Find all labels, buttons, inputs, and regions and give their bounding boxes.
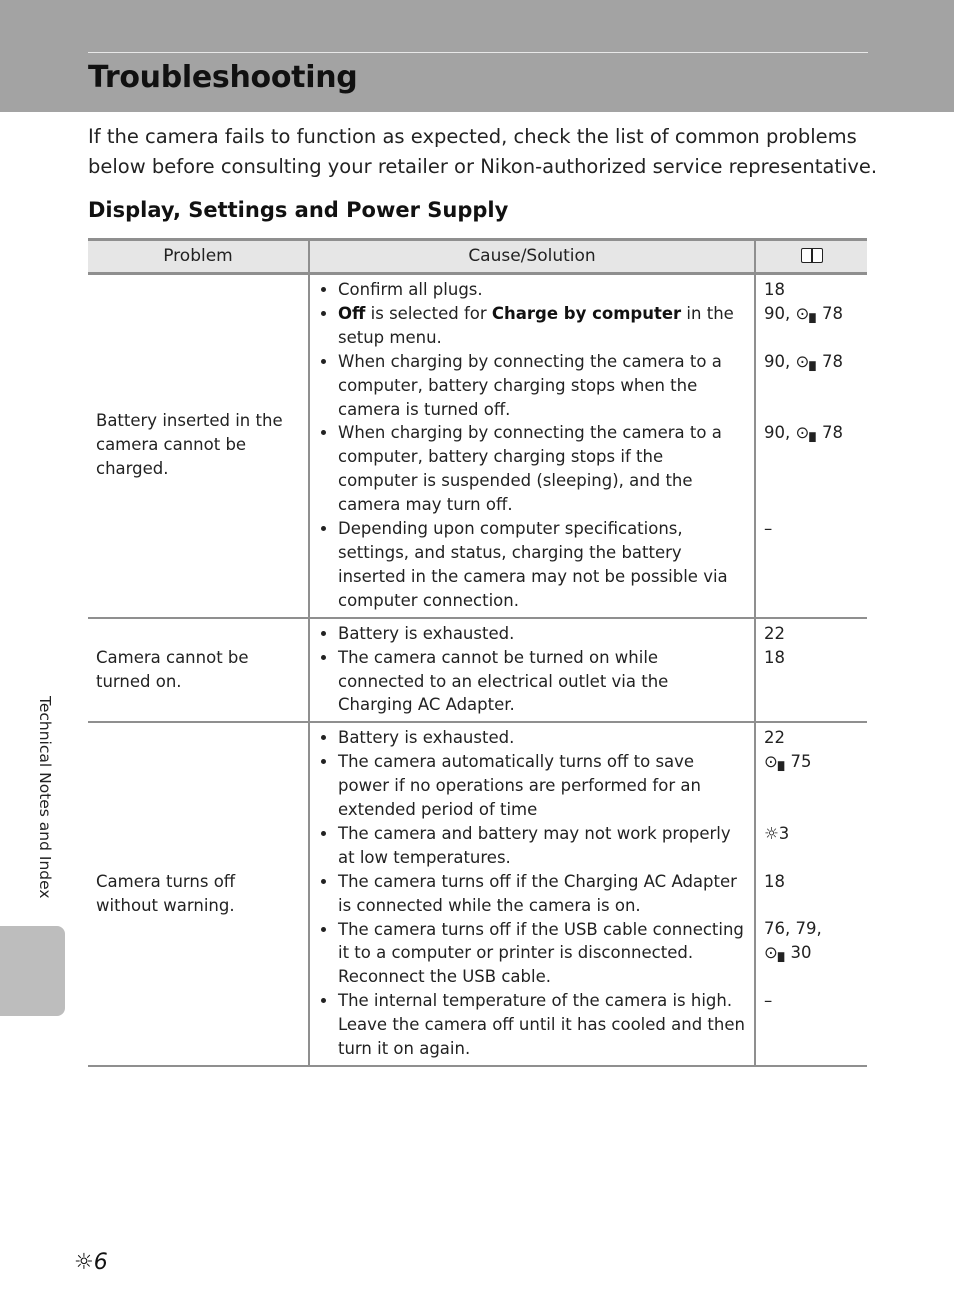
reference-cell	[755, 274, 867, 618]
page-reference: ☼3	[764, 823, 790, 843]
page-reference: 90, ⊙▖78	[764, 423, 843, 443]
section-side-tab	[0, 926, 65, 1016]
cause-item: • The camera automatically turns off to save power if no operations are performed for an extended period of time	[338, 750, 746, 822]
cause-cell	[309, 274, 755, 618]
cause-item: • The internal temperature of the camera is high. Leave the camera off until it has cooled and then turn it on again.	[338, 989, 746, 1061]
page-reference: 90, ⊙▖78	[764, 351, 843, 371]
page-number: ☼6	[74, 1250, 108, 1275]
cause-item: • The camera turns off if the USB cable connecting it to a computer or printer is disconnected. Reconnect the USB cable.	[338, 918, 746, 990]
intro-paragraph: If the camera fails to function as expected, check the list of common problems below before consulting your retailer or Nikon-authorized service representative.	[88, 125, 878, 178]
cause-cell	[309, 722, 755, 1066]
cause-item: • Depending upon computer specifications, settings, and status, charging the battery inserted in the camera may not be possible via computer connection.	[338, 517, 746, 613]
page-reference: ⊙▖75	[764, 752, 812, 772]
header-cause-solution: Cause/Solution	[309, 240, 755, 274]
problem-cell: Camera cannot be turned on.	[88, 618, 309, 723]
page-reference: 18	[764, 280, 785, 299]
cause-item: • Battery is exhausted.	[338, 726, 746, 750]
reference-cell	[755, 618, 867, 723]
page-reference: 18	[764, 871, 785, 891]
menu-value-off: Off	[338, 303, 366, 323]
page-title: Troubleshooting	[88, 60, 358, 95]
cause-cell	[309, 618, 755, 723]
page-reference: 76, 79,	[764, 919, 822, 939]
menu-name-charge-by-computer: Charge by computer	[491, 303, 682, 323]
cause-item: • The camera and battery may not work properly at low temperatures.	[338, 822, 746, 870]
book-icon	[801, 247, 823, 263]
problem-cell: Battery inserted in the camera cannot be charged.	[88, 274, 309, 618]
page-reference: ⊙▖30	[764, 943, 812, 963]
table-row	[88, 722, 867, 1066]
table-row	[88, 274, 867, 618]
cause-item: • The camera turns off if the Charging AC Adapter is connected while the camera is on.	[338, 870, 746, 918]
section-title: Display, Settings and Power Supply	[88, 198, 509, 222]
header-band	[0, 0, 954, 112]
page-reference: 22	[764, 728, 785, 748]
cause-item: • Battery is exhausted.	[338, 622, 746, 646]
page-reference: 18	[764, 647, 785, 667]
cause-item: • When charging by connecting the camera to a computer, battery charging stops when the camera is turned off.	[338, 350, 746, 422]
cause-item: • Confirm all plugs.	[338, 278, 746, 302]
table-header-row	[88, 240, 867, 274]
table-row	[88, 618, 867, 723]
reference-cell	[755, 722, 867, 1066]
cause-item: • The camera cannot be turned on while connected to an electrical outlet via the Charging AC Adapter.	[338, 646, 746, 718]
header-rule	[88, 52, 868, 53]
header-problem: Problem	[88, 240, 309, 274]
header-reference	[755, 240, 867, 274]
page-reference: –	[764, 991, 773, 1011]
page-reference: 90, ⊙▖78	[764, 303, 843, 323]
cause-item: • Off is selected for Charge by computer in the setup menu.	[338, 302, 746, 350]
page-reference: 22	[764, 623, 785, 643]
side-section-label: Technical Notes and Index	[36, 696, 54, 899]
cause-item: • When charging by connecting the camera to a computer, battery charging stops if the computer is suspended (sleeping), and the camera may turn off.	[338, 421, 746, 517]
page-reference: –	[764, 518, 773, 538]
problem-cell: Camera turns off without warning.	[88, 722, 309, 1066]
troubleshooting-table	[88, 238, 867, 1067]
